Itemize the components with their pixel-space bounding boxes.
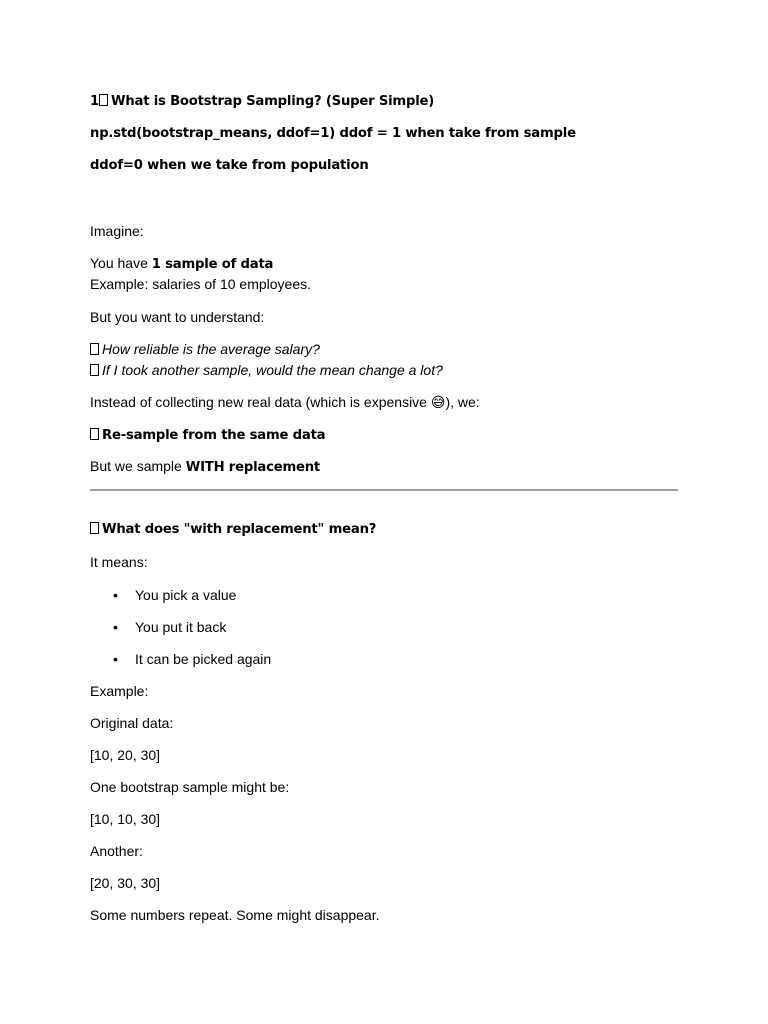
resample-text: Re-sample from the same data [102, 428, 326, 443]
with-replacement-line [90, 457, 320, 477]
sample-1: [10, 10, 30] [90, 811, 161, 827]
question-1 [90, 340, 320, 358]
conclusion-text: Some numbers repeat. Some might disappear. [90, 907, 380, 923]
ddof-line-2: ddof=0 when we take from population [90, 158, 369, 173]
ddof-line-1: np.std(bootstrap_means, ddof=1) ddof = 1 when take from sample [90, 126, 576, 141]
missing-glyph-icon [90, 343, 99, 355]
resample-line [90, 425, 325, 445]
section2-heading [90, 521, 376, 539]
original-label: Original data: [90, 715, 174, 731]
with-replacement-prefix: But we sample [90, 458, 186, 474]
you-have-bold: 1 sample of data [151, 257, 274, 272]
another-label: Another: [90, 843, 143, 859]
list-item-text: You pick a value [135, 587, 237, 603]
missing-glyph-icon [90, 522, 99, 534]
missing-glyph-icon [99, 94, 108, 106]
missing-glyph-icon [90, 428, 99, 440]
original-data: [10, 20, 30] [90, 747, 161, 763]
heading-text: What is Bootstrap Sampling? (Super Simple) [110, 94, 435, 109]
it-means: It means: [90, 554, 148, 570]
list-item-text: You put it back [135, 619, 227, 635]
bullet-icon: • [113, 619, 118, 635]
instead-text: Instead of collecting new real data (which is expensive 😅), we: [90, 394, 480, 410]
imagine-text: Imagine: [90, 223, 144, 239]
list-item-text: It can be picked again [135, 651, 272, 667]
bullet-icon: • [113, 587, 118, 603]
horizontal-divider [90, 489, 678, 491]
question-1-text: How reliable is the average salary? [102, 341, 320, 357]
example-salaries: Example: salaries of 10 employees. [90, 276, 311, 292]
you-have-line [90, 254, 273, 274]
question-2-text: If I took another sample, would the mean change a lot? [102, 362, 443, 378]
question-2 [90, 361, 443, 379]
want-to-understand: But you want to understand: [90, 309, 265, 325]
sample-2: [20, 30, 30] [90, 875, 161, 891]
with-replacement-bold: WITH replacement [185, 460, 321, 475]
example-label: Example: [90, 683, 149, 699]
you-have-prefix: You have [90, 255, 152, 271]
one-sample-label: One bootstrap sample might be: [90, 779, 290, 795]
missing-glyph-icon [90, 364, 99, 376]
section1-heading [90, 93, 434, 111]
section2-heading-text: What does "with replacement" mean? [102, 522, 377, 537]
bullet-icon: • [113, 651, 118, 667]
heading-number: 1 [90, 94, 99, 109]
